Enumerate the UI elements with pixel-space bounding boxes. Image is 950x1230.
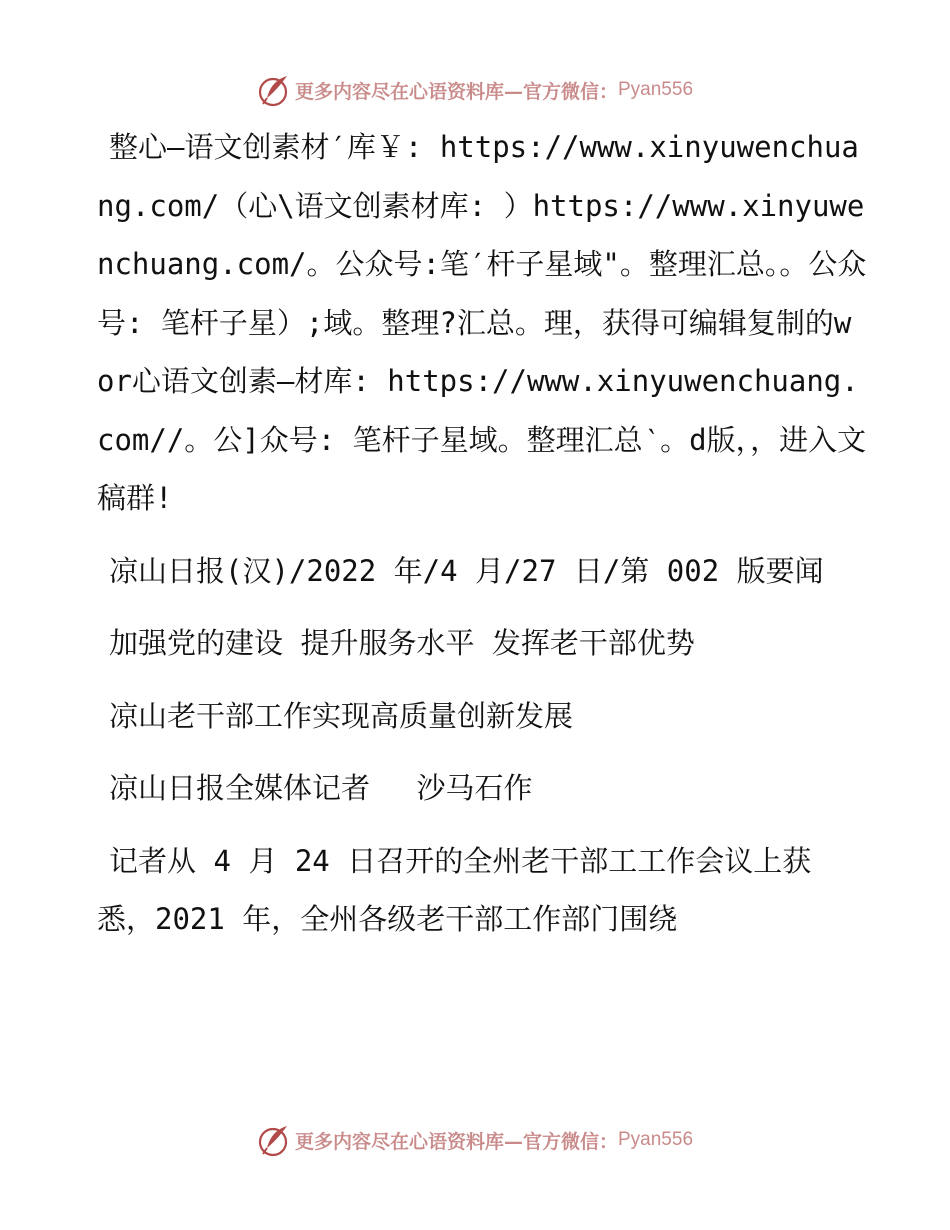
quill-logo-icon [257, 1123, 291, 1157]
paragraph-intro: 整心—语文创素材′库￥: https://www.xinyuwenchuang.com/（心\语文创素材库: ）https://www.xinyuwenchuang.com/。公众号:笔′杆子星域"。整理汇总。。公众号: 笔杆子星）;域。整理?汇总。理，获得可编辑复制的w or心语文创素—材库: https://www.xinyuwenchuang.com//。公]众号: 笔杆子星域。整理汇总‵。d版，，进入文稿群! [97, 130, 867, 515]
byline: 凉山日报全媒体记者 沙马石作 [109, 771, 533, 805]
headline-sub: 凉山老干部工作实现高质量创新发展 [109, 698, 574, 733]
watermark-id: Pyan556 [618, 1129, 694, 1150]
watermark-text: 更多内容尽在心语资料库—官方微信： [294, 1130, 618, 1153]
quill-logo-icon [257, 73, 291, 107]
watermark-footer [0, 1120, 950, 1160]
document-body [97, 118, 867, 963]
paragraph-source: 凉山日报(汉)/2022 年/4 月/27 日/第 002 版要闻 [109, 553, 824, 588]
watermark-id: Pyan556 [618, 79, 694, 100]
headline-main: 加强党的建设 提升服务水平 发挥老干部优势 [109, 626, 695, 660]
watermark-text: 更多内容尽在心语资料库—官方微信： [294, 80, 618, 103]
watermark-header [0, 70, 950, 110]
paragraph-body: 记者从 4 月 24 日召开的全州老干部工工作会议上获悉，2021 年，全州各级老干部工作部门围绕 [97, 843, 812, 936]
